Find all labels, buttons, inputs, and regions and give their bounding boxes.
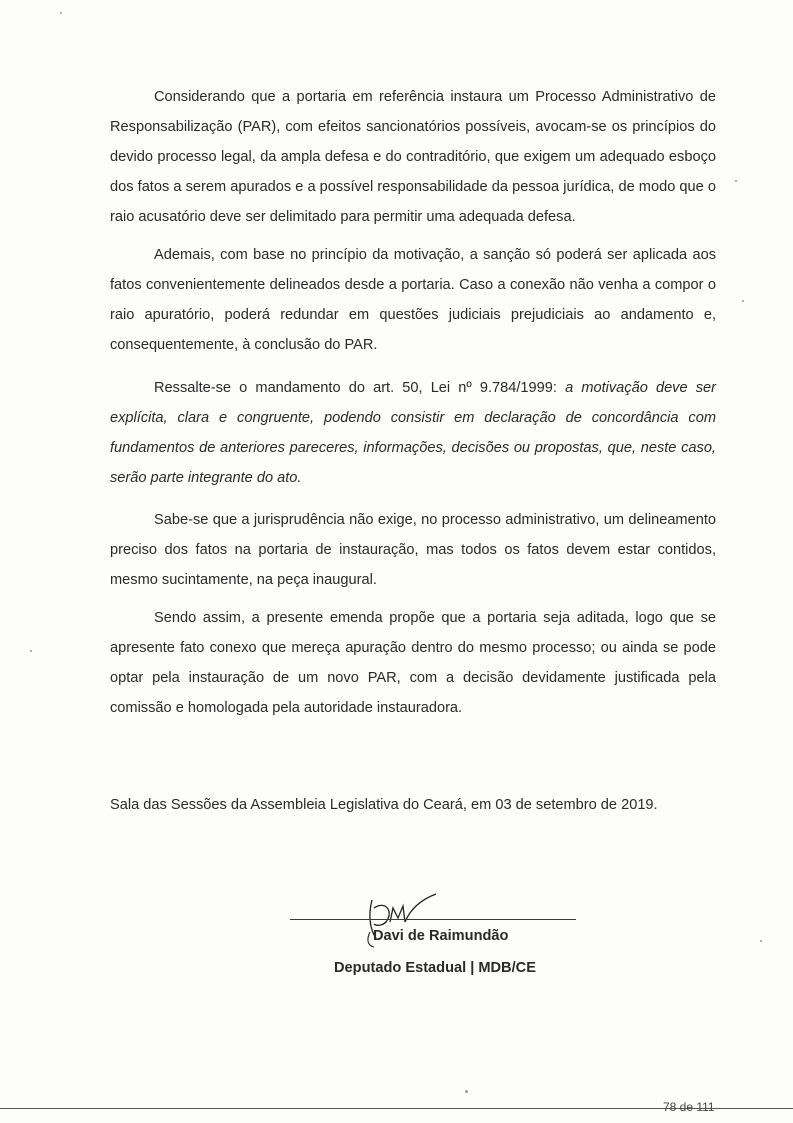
- paragraph-5: [110, 603, 716, 723]
- scan-speck: [60, 12, 62, 14]
- signature-line: [290, 919, 576, 920]
- page-number: 78 de 111: [663, 1100, 715, 1114]
- scan-speck: [760, 940, 762, 942]
- paragraph-3-quote: a motivação deve ser explícita, clara e congruente, podendo consistir em declaração de concordância com fundamentos de anteriores pareceres, informações, decisões ou propostas, que, neste caso, serão parte integrante do ato.: [110, 380, 716, 486]
- scan-speck: [30, 650, 32, 652]
- scan-speck: [742, 300, 744, 302]
- paragraph-5-text: Sendo assim, a presente emenda propõe que a portaria seja aditada, logo que se apresente fato conexo que mereça apuração dentro do mesmo processo; ou ainda se pode optar pela instauração de um novo PAR, com a decisão devidamente justificada pela comissão e homologada pela autoridade instauradora.: [110, 610, 716, 716]
- paragraph-2: [110, 240, 716, 360]
- paragraph-1: [110, 82, 716, 232]
- paragraph-4: [110, 505, 716, 595]
- signer-name: Davi de Raimundão: [373, 928, 509, 944]
- scan-speck: [735, 180, 737, 182]
- paragraph-1-text: Considerando que a portaria em referência instaura um Processo Administrativo de Responsabilização (PAR), com efeitos sancionatórios possíveis, avocam-se os princípios do devido processo legal, da ampla defesa e do contraditório, que exigem um adequado esboço dos fatos a serem apurados e a possível responsabilidade da pessoa jurídica, de modo que o raio acusatório deve ser delimitado para permitir uma adequada defesa.: [110, 89, 716, 225]
- signature-block: [290, 870, 580, 990]
- paragraph-3-intro: Ressalte-se o mandamento do art. 50, Lei nº 9.784/1999:: [154, 380, 566, 396]
- paragraph-2-text: Ademais, com base no princípio da motivação, a sanção só poderá ser aplicada aos fatos convenientemente delineados desde a portaria. Caso a conexão não venha a compor o raio apuratório, poderá redundar em questões judiciais prejudiciais ao andamento e, consequentemente, à conclusão do PAR.: [110, 247, 716, 353]
- paragraph-3: [110, 373, 716, 493]
- closing-line: Sala das Sessões da Assembleia Legislativa do Ceará, em 03 de setembro de 2019.: [110, 797, 658, 813]
- scan-speck: [465, 1090, 468, 1093]
- signer-title: Deputado Estadual | MDB/CE: [334, 960, 536, 976]
- paragraph-4-text: Sabe-se que a jurisprudência não exige, no processo administrativo, um delineamento preciso dos fatos na portaria de instauração, mas todos os fatos devem estar contidos, mesmo sucintamente, na peça inaugural.: [110, 512, 716, 588]
